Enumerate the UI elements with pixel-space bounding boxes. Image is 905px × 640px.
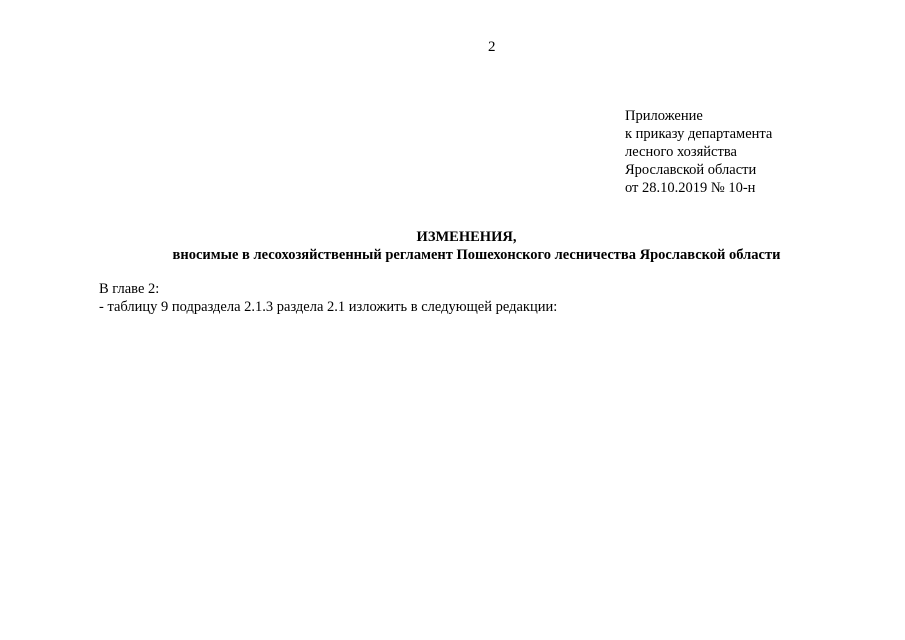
appendix-block (625, 107, 772, 197)
chapter-line: В главе 2: (99, 281, 160, 297)
page-number: 2 (488, 39, 496, 55)
document-title: ИЗМЕНЕНИЯ, (416, 229, 517, 245)
appendix-line-order: к приказу департамента (625, 126, 773, 142)
appendix-line-department: лесного хозяйства (625, 144, 737, 160)
instruction-line: - таблицу 9 подраздела 2.1.3 раздела 2.1 изложить в следующей редакции: (99, 299, 558, 315)
appendix-line-date-number: от 28.10.2019 № 10-н (625, 180, 756, 196)
document-heading (0, 228, 905, 264)
document-body (99, 280, 557, 316)
appendix-line-title: Приложение (625, 108, 703, 124)
document-subtitle: вносимые в лесохозяйственный регламент Пошехонского лесничества Ярославской области (172, 247, 781, 263)
appendix-line-region: Ярославской области (625, 162, 757, 178)
